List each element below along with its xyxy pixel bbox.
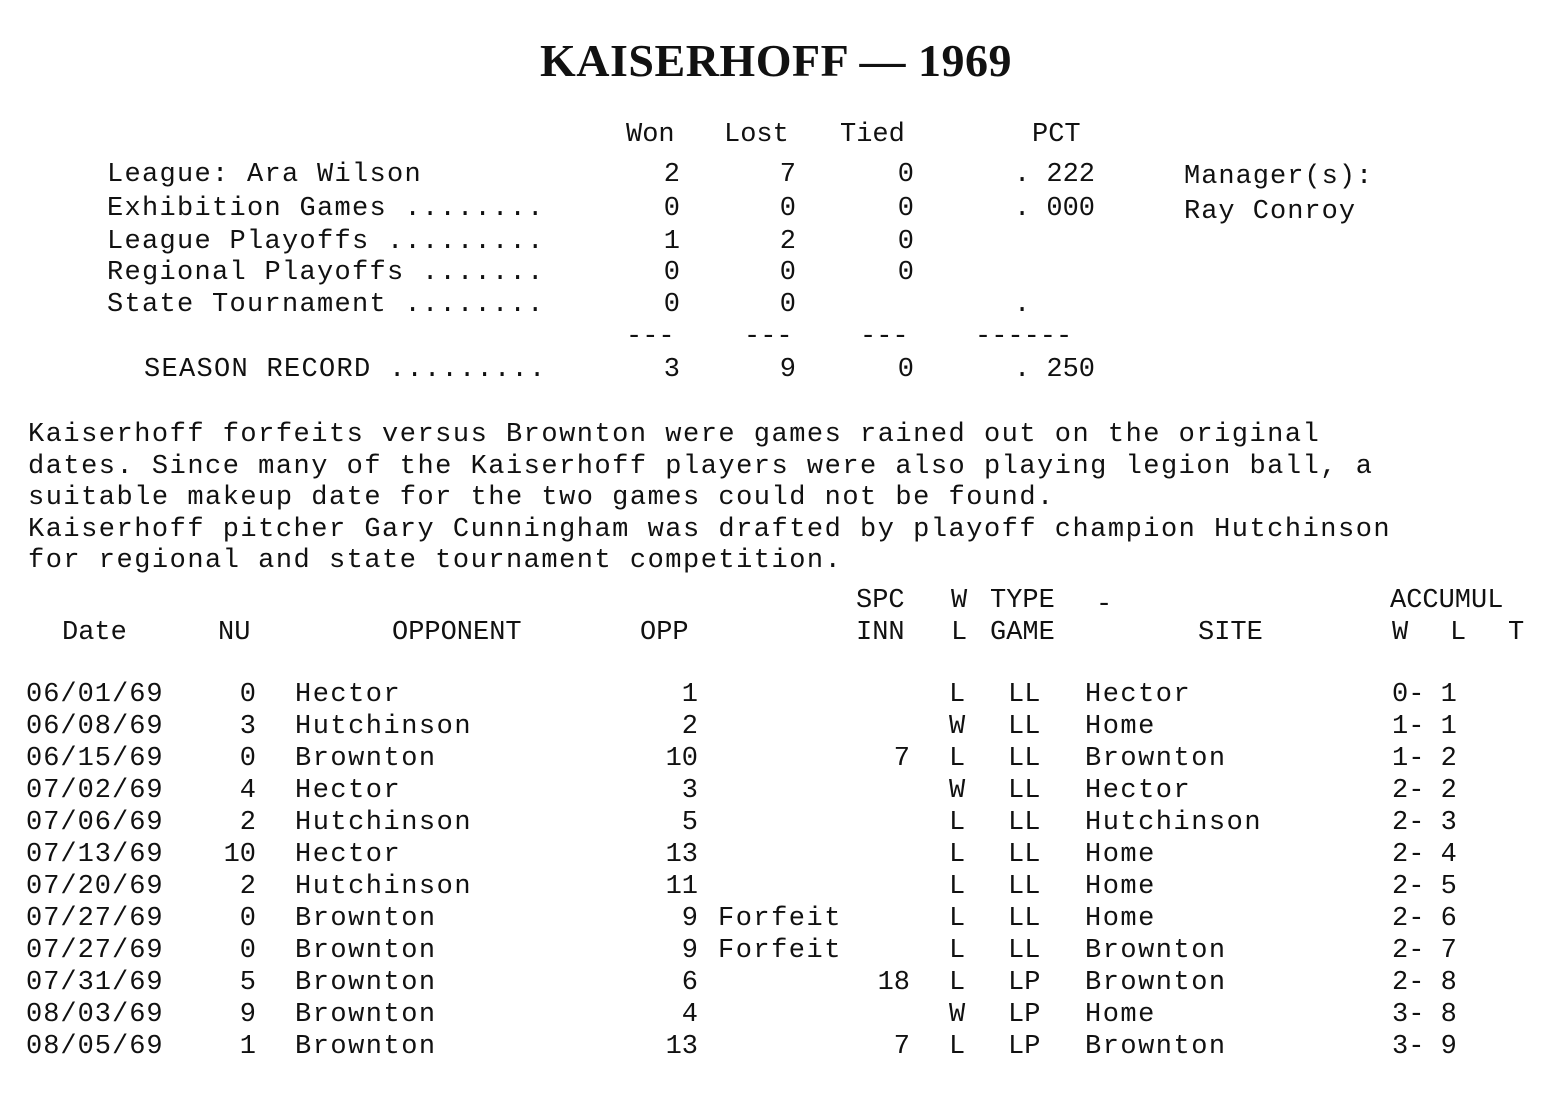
cell-note: Forfeit bbox=[718, 904, 842, 934]
cell-accum: 2- 5 bbox=[1392, 872, 1457, 902]
cell-opp: 11 bbox=[665, 872, 698, 902]
manager-label: Manager(s): bbox=[1184, 162, 1374, 192]
note-line: dates. Since many of the Kaiserhoff players were also playing legion ball, a bbox=[28, 452, 1374, 482]
cell-date: 07/02/69 bbox=[26, 776, 164, 806]
cell-type: LL bbox=[1008, 808, 1041, 838]
cell-opponent: Hector bbox=[295, 776, 402, 806]
table-row bbox=[0, 968, 1552, 1000]
cell-accum: 2- 7 bbox=[1392, 936, 1457, 966]
col-spc: SPC bbox=[856, 586, 905, 616]
table-row bbox=[0, 744, 1552, 776]
cell-date: 07/27/69 bbox=[26, 904, 164, 934]
cell-wl: L bbox=[949, 840, 966, 870]
cell-type: LL bbox=[1008, 904, 1041, 934]
cell-opponent: Hector bbox=[295, 840, 402, 870]
cell-wl: L bbox=[949, 808, 966, 838]
cell-opp: 4 bbox=[681, 1000, 698, 1030]
cell-nu: 4 bbox=[239, 776, 256, 806]
summary-row-label: Exhibition Games ........ bbox=[107, 194, 545, 224]
col-w: W bbox=[951, 586, 968, 616]
table-row bbox=[0, 776, 1552, 808]
summary-row-pct: . 222 bbox=[1014, 160, 1096, 190]
cell-opponent: Hutchinson bbox=[295, 872, 473, 902]
cell-site: Home bbox=[1085, 904, 1156, 934]
cell-type: LL bbox=[1008, 680, 1041, 710]
cell-wl: L bbox=[949, 968, 966, 998]
header-won: Won bbox=[626, 120, 675, 150]
summary-row-lost: 2 bbox=[779, 227, 796, 257]
cell-opp: 13 bbox=[665, 1032, 698, 1062]
table-row bbox=[0, 1032, 1552, 1064]
col-dash: - bbox=[1096, 590, 1113, 620]
summary-row-tied: 0 bbox=[897, 194, 914, 224]
cell-nu: 3 bbox=[239, 712, 256, 742]
cell-nu: 0 bbox=[239, 744, 256, 774]
note-line: Kaiserhoff forfeits versus Brownton were games rained out on the original bbox=[28, 420, 1321, 450]
season-won: 3 bbox=[663, 355, 680, 385]
cell-site: Home bbox=[1085, 1000, 1156, 1030]
cell-accum: 0- 1 bbox=[1392, 680, 1457, 710]
cell-date: 07/20/69 bbox=[26, 872, 164, 902]
col-date: Date bbox=[62, 618, 127, 648]
cell-nu: 5 bbox=[239, 968, 256, 998]
cell-opp: 2 bbox=[681, 712, 698, 742]
summary-row-lost: 0 bbox=[779, 194, 796, 224]
header-tied: Tied bbox=[840, 120, 905, 150]
cell-date: 06/08/69 bbox=[26, 712, 164, 742]
summary-row-tied: 0 bbox=[897, 160, 914, 190]
cell-date: 07/31/69 bbox=[26, 968, 164, 998]
note-line: Kaiserhoff pitcher Gary Cunningham was drafted by playoff champion Hutchinson bbox=[28, 515, 1392, 545]
cell-nu: 1 bbox=[239, 1032, 256, 1062]
header-pct: PCT bbox=[1032, 120, 1081, 150]
cell-opp: 9 bbox=[681, 904, 698, 934]
cell-type: LP bbox=[1008, 1000, 1041, 1030]
col-acc-w: W bbox=[1392, 618, 1409, 648]
cell-site: Hector bbox=[1085, 680, 1192, 710]
cell-type: LL bbox=[1008, 744, 1041, 774]
cell-site: Brownton bbox=[1085, 968, 1227, 998]
note-line: suitable makeup date for the two games could not be found. bbox=[28, 483, 1055, 513]
cell-type: LL bbox=[1008, 936, 1041, 966]
col-opp: OPP bbox=[640, 618, 689, 648]
cell-opp: 10 bbox=[665, 744, 698, 774]
season-pct: . 250 bbox=[1014, 355, 1096, 385]
note-line: for regional and state tournament competition. bbox=[28, 546, 843, 576]
table-row bbox=[0, 840, 1552, 872]
col-inn: INN bbox=[856, 618, 905, 648]
cell-site: Home bbox=[1085, 840, 1156, 870]
cell-date: 06/01/69 bbox=[26, 680, 164, 710]
table-row bbox=[0, 904, 1552, 936]
cell-opponent: Brownton bbox=[295, 744, 437, 774]
cell-opp: 5 bbox=[681, 808, 698, 838]
cell-wl: L bbox=[949, 744, 966, 774]
cell-nu: 9 bbox=[239, 1000, 256, 1030]
col-game: GAME bbox=[990, 618, 1055, 648]
cell-wl: W bbox=[949, 776, 966, 806]
cell-wl: W bbox=[949, 712, 966, 742]
cell-accum: 1- 2 bbox=[1392, 744, 1457, 774]
cell-nu: 2 bbox=[239, 808, 256, 838]
divider-won: --- bbox=[626, 322, 675, 352]
cell-inn: 7 bbox=[893, 744, 910, 774]
col-type: TYPE bbox=[990, 586, 1055, 616]
season-label: SEASON RECORD ......... bbox=[144, 355, 547, 385]
summary-row-pct: . 000 bbox=[1014, 194, 1096, 224]
cell-accum: 2- 2 bbox=[1392, 776, 1457, 806]
cell-date: 07/06/69 bbox=[26, 808, 164, 838]
divider-pct: ------ bbox=[975, 322, 1073, 352]
table-row bbox=[0, 712, 1552, 744]
manager-name: Ray Conroy bbox=[1184, 197, 1357, 227]
cell-site: Hector bbox=[1085, 776, 1192, 806]
cell-accum: 2- 3 bbox=[1392, 808, 1457, 838]
summary-row-lost: 0 bbox=[779, 258, 796, 288]
cell-type: LL bbox=[1008, 776, 1041, 806]
cell-opp: 3 bbox=[681, 776, 698, 806]
cell-type: LP bbox=[1008, 1032, 1041, 1062]
cell-wl: L bbox=[949, 904, 966, 934]
cell-nu: 2 bbox=[239, 872, 256, 902]
cell-opponent: Brownton bbox=[295, 904, 437, 934]
summary-row-label: League Playoffs ......... bbox=[107, 227, 545, 257]
cell-accum: 2- 6 bbox=[1392, 904, 1457, 934]
cell-date: 07/27/69 bbox=[26, 936, 164, 966]
cell-wl: L bbox=[949, 1032, 966, 1062]
cell-type: LL bbox=[1008, 840, 1041, 870]
cell-nu: 10 bbox=[223, 840, 256, 870]
cell-type: LL bbox=[1008, 712, 1041, 742]
table-row bbox=[0, 680, 1552, 712]
cell-site: Hutchinson bbox=[1085, 808, 1263, 838]
summary-row-lost: 0 bbox=[779, 290, 796, 320]
cell-nu: 0 bbox=[239, 936, 256, 966]
table-row bbox=[0, 872, 1552, 904]
divider-tied: --- bbox=[860, 322, 909, 352]
summary-row-lost: 7 bbox=[779, 160, 796, 190]
summary-row-won: 0 bbox=[663, 194, 680, 224]
cell-wl: L bbox=[949, 680, 966, 710]
cell-accum: 2- 4 bbox=[1392, 840, 1457, 870]
summary-row-label: State Tournament ........ bbox=[107, 290, 545, 320]
cell-wl: L bbox=[949, 936, 966, 966]
summary-row-pct: . bbox=[1014, 290, 1031, 320]
cell-nu: 0 bbox=[239, 680, 256, 710]
col-opponent: OPPONENT bbox=[392, 618, 522, 648]
cell-site: Home bbox=[1085, 872, 1156, 902]
season-tied: 0 bbox=[897, 355, 914, 385]
col-accumul: ACCUMUL bbox=[1390, 586, 1504, 616]
cell-note: Forfeit bbox=[718, 936, 842, 966]
col-l: L bbox=[951, 618, 968, 648]
page-title: KAISERHOFF — 1969 bbox=[540, 35, 1012, 86]
cell-accum: 3- 8 bbox=[1392, 1000, 1457, 1030]
summary-row-won: 1 bbox=[663, 227, 680, 257]
cell-date: 08/05/69 bbox=[26, 1032, 164, 1062]
cell-opponent: Brownton bbox=[295, 968, 437, 998]
cell-inn: 7 bbox=[893, 1032, 910, 1062]
summary-row-label: Regional Playoffs ....... bbox=[107, 258, 545, 288]
summary-row-tied: 0 bbox=[897, 227, 914, 257]
cell-site: Home bbox=[1085, 712, 1156, 742]
cell-opponent: Hutchinson bbox=[295, 712, 473, 742]
col-nu: NU bbox=[218, 618, 251, 648]
cell-date: 08/03/69 bbox=[26, 1000, 164, 1030]
cell-inn: 18 bbox=[877, 968, 910, 998]
summary-row-won: 0 bbox=[663, 258, 680, 288]
cell-type: LL bbox=[1008, 872, 1041, 902]
table-row bbox=[0, 1000, 1552, 1032]
cell-opp: 6 bbox=[681, 968, 698, 998]
table-row bbox=[0, 808, 1552, 840]
cell-opponent: Hector bbox=[295, 680, 402, 710]
cell-wl: L bbox=[949, 872, 966, 902]
cell-accum: 2- 8 bbox=[1392, 968, 1457, 998]
summary-row-won: 2 bbox=[663, 160, 680, 190]
season-lost: 9 bbox=[779, 355, 796, 385]
cell-accum: 3- 9 bbox=[1392, 1032, 1457, 1062]
cell-opponent: Brownton bbox=[295, 936, 437, 966]
cell-opp: 13 bbox=[665, 840, 698, 870]
summary-row-tied: 0 bbox=[897, 258, 914, 288]
col-site: SITE bbox=[1198, 618, 1263, 648]
cell-accum: 1- 1 bbox=[1392, 712, 1457, 742]
divider-lost: --- bbox=[744, 322, 793, 352]
cell-site: Brownton bbox=[1085, 1032, 1227, 1062]
cell-opponent: Brownton bbox=[295, 1000, 437, 1030]
header-lost: Lost bbox=[724, 120, 789, 150]
summary-row-label: League: Ara Wilson bbox=[107, 160, 423, 190]
cell-site: Brownton bbox=[1085, 936, 1227, 966]
col-acc-l: L bbox=[1450, 618, 1467, 648]
cell-date: 07/13/69 bbox=[26, 840, 164, 870]
cell-site: Brownton bbox=[1085, 744, 1227, 774]
cell-wl: W bbox=[949, 1000, 966, 1030]
col-acc-t: T bbox=[1508, 618, 1525, 648]
cell-nu: 0 bbox=[239, 904, 256, 934]
cell-opp: 1 bbox=[681, 680, 698, 710]
summary-row-won: 0 bbox=[663, 290, 680, 320]
cell-opponent: Hutchinson bbox=[295, 808, 473, 838]
table-row bbox=[0, 936, 1552, 968]
cell-date: 06/15/69 bbox=[26, 744, 164, 774]
cell-opponent: Brownton bbox=[295, 1032, 437, 1062]
cell-type: LP bbox=[1008, 968, 1041, 998]
cell-opp: 9 bbox=[681, 936, 698, 966]
